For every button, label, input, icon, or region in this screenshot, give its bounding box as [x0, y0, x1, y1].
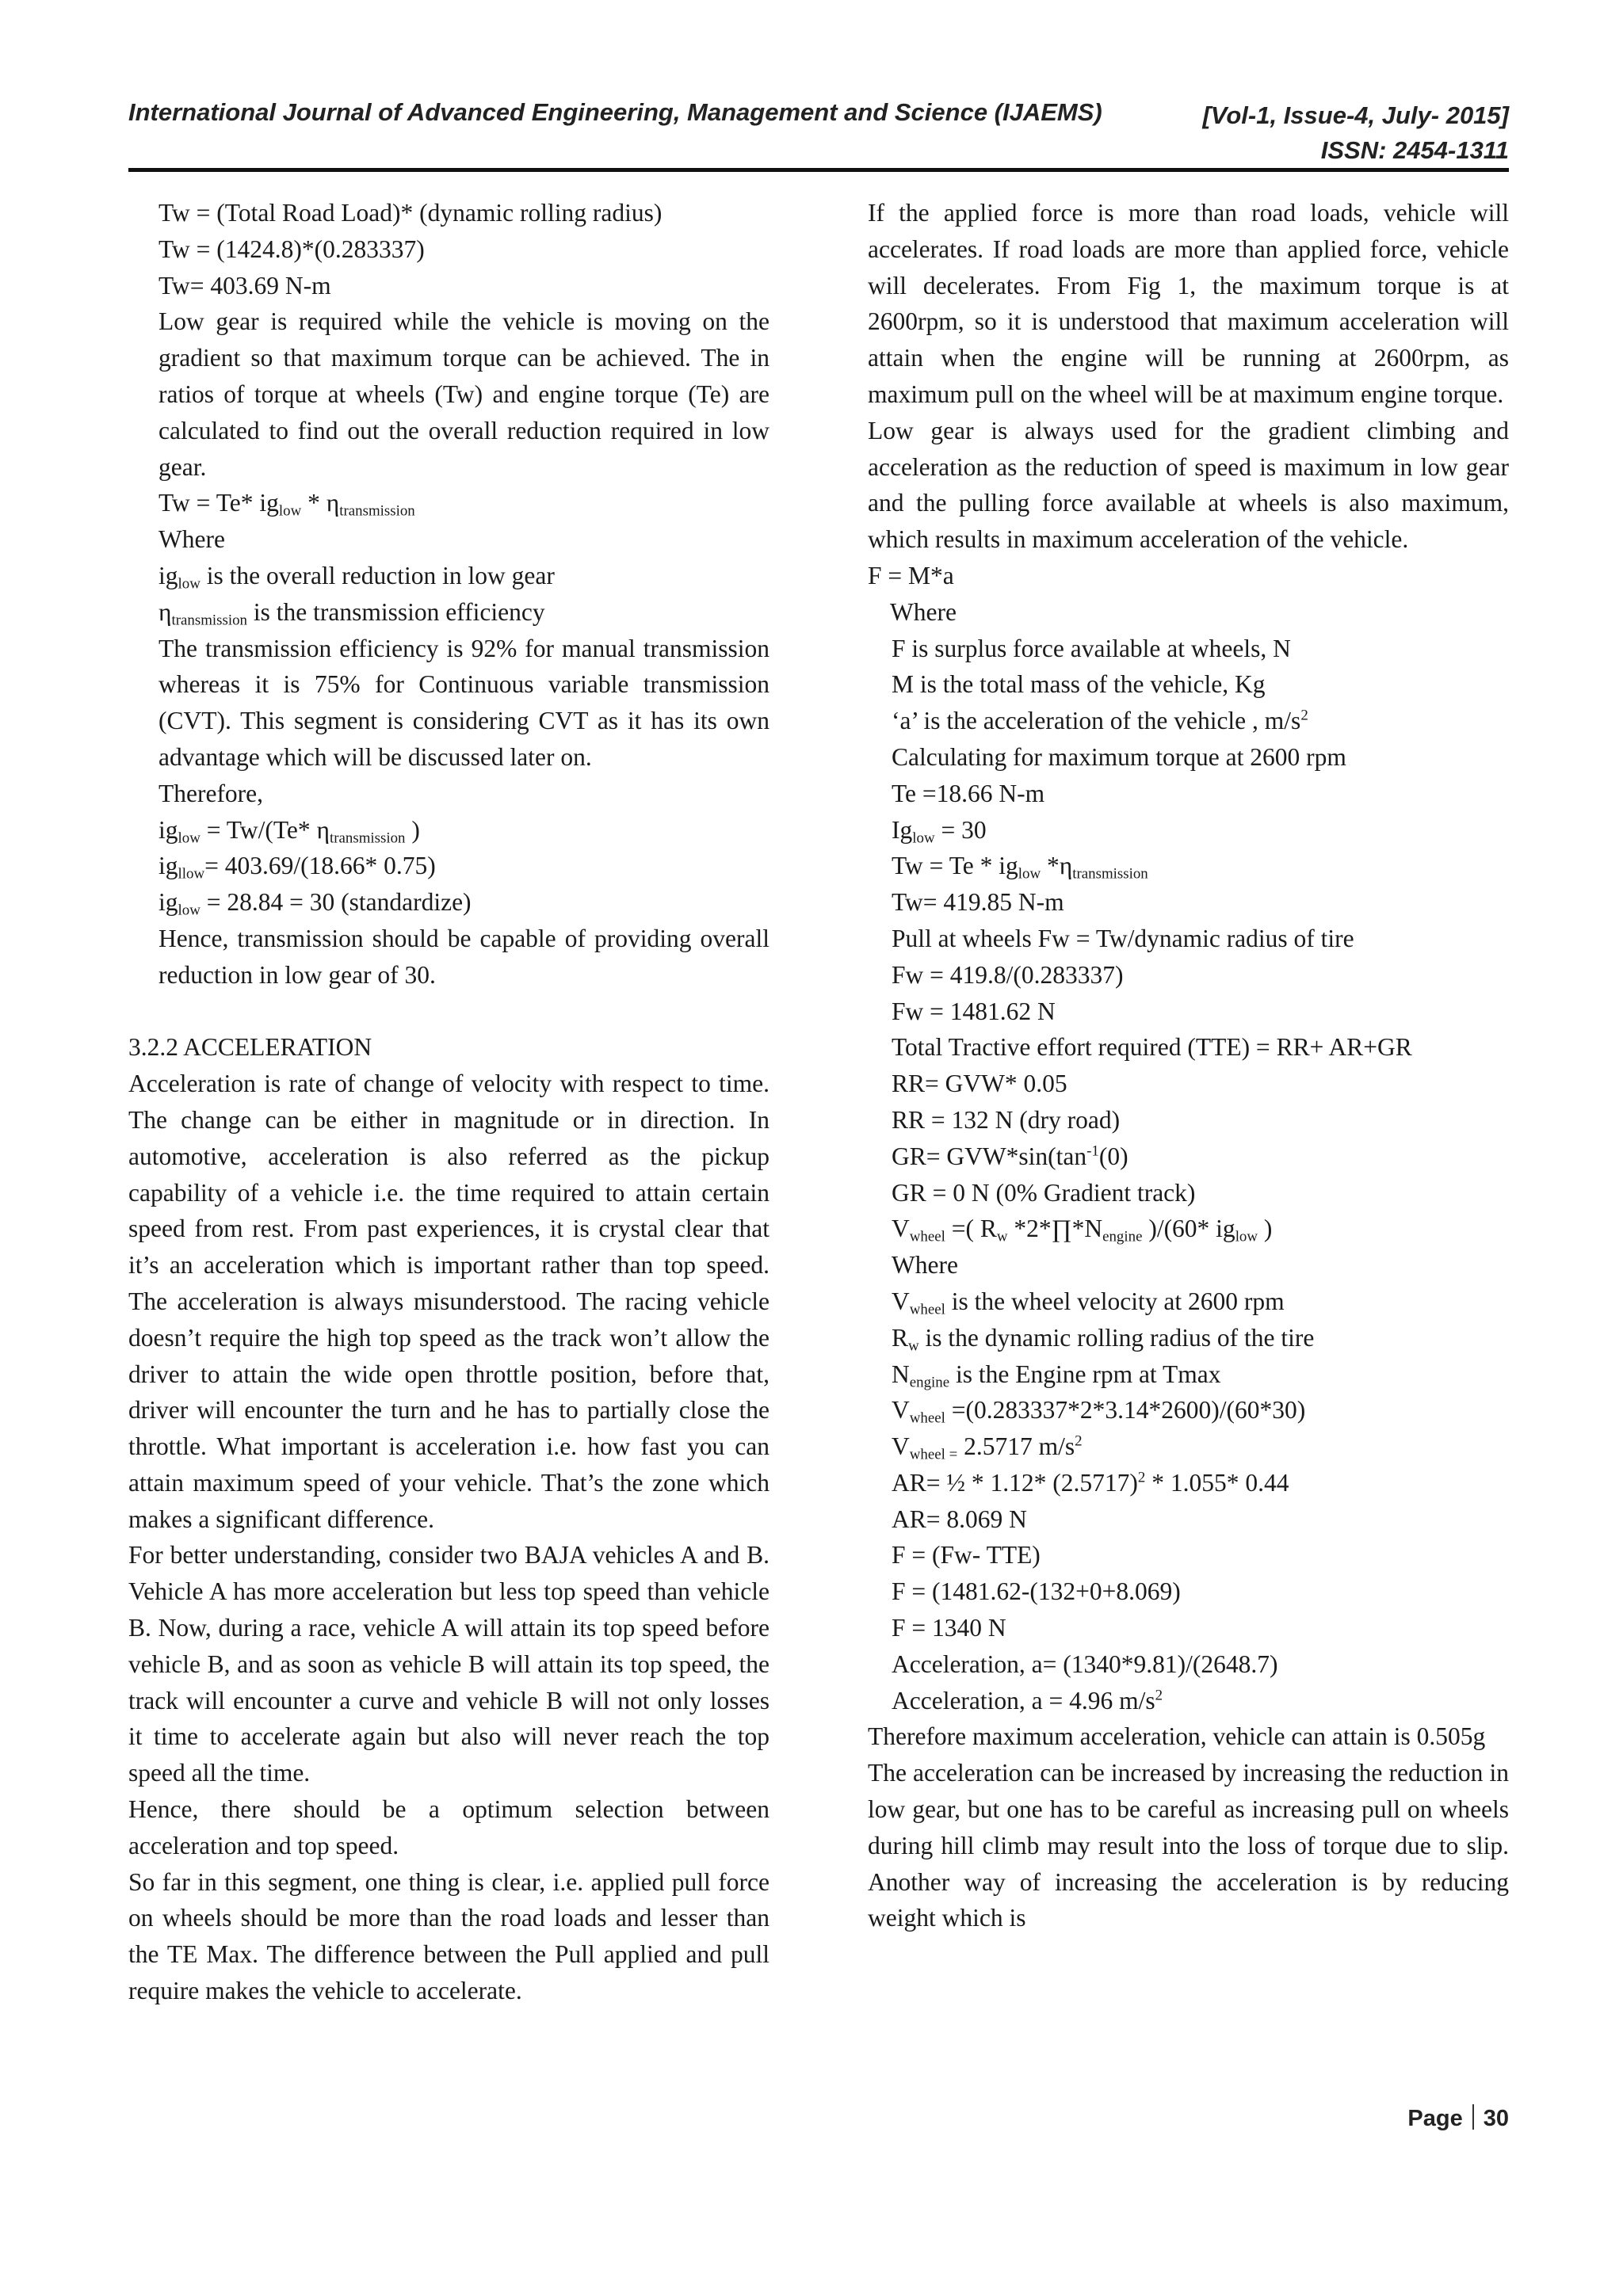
calc-line: RR= GVW* 0.05 [892, 1070, 1067, 1098]
right-column [868, 195, 1509, 1936]
page-footer [1407, 2104, 1509, 2132]
paragraph: If the applied force is more than road loads, vehicle will accelerates. If road loads are more than applied force, vehicle will decelerates. From Fig 1, the maximum torque is at 2600rpm, so it is understood that maximum acceleration will attain when the engine will be running at 2600rpm, as maximum pull on the wheel will be at maximum engine torque. [868, 199, 1509, 408]
calc-line: AR= 8.069 N [892, 1505, 1027, 1533]
calc-line: F = (Fw- TTE) [892, 1541, 1041, 1569]
definition-line: $ig_{low}$ is the overall reduction in low gear [158, 561, 555, 593]
where-label: Where [158, 525, 225, 554]
equation-line: $ig_{low} = Tw/(Te*$ $\eta_{transmission}$ ) [158, 815, 420, 847]
footer-separator [1472, 2104, 1474, 2130]
calc-line: $V_{wheel}$ =( $R_w$ $*2*\prod*N_{engine}$ )/(60* $ig_{low}$ ) [892, 1215, 1273, 1245]
section-heading: 3.2.2 ACCELERATION [128, 1033, 372, 1062]
left-indented-block [128, 195, 769, 994]
calc-line: Pull at wheels Fw = Tw/dynamic radius of tire [892, 924, 1354, 952]
page-label: Page [1407, 2106, 1463, 2131]
volume-info: [Vol-1, Issue-4, July- 2015] [1202, 101, 1509, 129]
calc-line: RR = 132 N (dry road) [892, 1105, 1121, 1134]
journal-title: International Journal of Advanced Engineering, Management and Science (IJAEMS) [128, 98, 1102, 126]
header-rule [128, 168, 1509, 172]
definition-line: F is surplus force available at wheels, N [892, 634, 1291, 662]
equation-line: F = M*a [868, 561, 954, 589]
paragraph: The transmission efficiency is 92% for manual transmission whereas it is 75% for Continuous variable transmission (CVT). This segment is considering CVT as it has its own advantage which will be discussed later on. [158, 634, 769, 771]
paragraph: Low gear is required while the vehicle is moving on the gradient so that maximum torque can be achieved. The in ratios of torque at wheels (Tw) and engine torque (Te) are calculated to find out the overall reduction required in low gear. [158, 307, 769, 481]
definition-line: $R_w$ is the dynamic rolling radius of the tire [892, 1323, 1315, 1355]
calc-line: $Ig_{low} = 30$ [892, 815, 987, 847]
equation-line: $ig_{llow}= 403.69/(18.66*$ 0.75) [158, 852, 436, 883]
definition-line: M is the total mass of the vehicle, Kg [892, 670, 1266, 699]
paragraph: So far in this segment, one thing is clear, i.e. applied pull force on wheels should be more than the road loads and lesser than the TE Max. The difference between the Pull applied and pull require makes the vehicle to accelerate. [128, 1867, 769, 2005]
calc-line: Calculating for maximum torque at 2600 rpm [892, 742, 1346, 771]
paragraph: For better understanding, consider two BAJA vehicles A and B. Vehicle A has more acceleration but less top speed than vehicle B. Now, during a race, vehicle A will attain its top speed before vehicle B, and as soon as vehicle B will attain its top speed, the track will encounter a curve and vehicle B will not only losses it time to accelerate again but also will never reach the top speed all the time. [128, 1541, 769, 1787]
calc-line: $Tw = Te * ig_{low}$ $*\eta_{transmission}$ [892, 852, 1148, 883]
equation-line: Tw = (1424.8)*(0.283337) [158, 235, 425, 263]
paragraph: Hence, there should be a optimum selection between acceleration and top speed. [128, 1795, 769, 1859]
calc-line: F = (1481.62-(132+0+8.069) [892, 1577, 1181, 1606]
definition-line: $V_{wheel}$ is the wheel velocity at 2600 rpm [892, 1287, 1285, 1318]
calc-line: Fw = 1481.62 N [892, 997, 1056, 1025]
where-label: Where [890, 597, 957, 626]
calc-line: Te =18.66 N-m [892, 779, 1045, 807]
equation-line: Tw= 403.69 N-m [158, 271, 331, 299]
equation-line: Tw = (Total Road Load)* (dynamic rolling radius) [158, 199, 663, 227]
issn: ISSN: 2454-1311 [1320, 136, 1509, 164]
definition-line: $N_{engine}$ is the Engine rpm at Tmax [892, 1360, 1221, 1391]
calc-line: Tw= 419.85 N-m [892, 888, 1064, 917]
calc-line: F = 1340 N [892, 1614, 1006, 1642]
equation-line: $ig_{low} = 28.84 = 30$ (standardize) [158, 888, 472, 919]
calc-line: Total Tractive effort required (TTE) = RR+ AR+GR [892, 1033, 1412, 1062]
calc-line: $V_{wheel =}$ 2.5717 $m/s^2$ [892, 1432, 1083, 1463]
calc-line: $V_{wheel} =(0.283337*2*3.14*2600)/(60*30)$ [892, 1396, 1306, 1427]
calc-line: Acceleration, a = 4.96 $m/s^2$ [892, 1686, 1163, 1714]
paragraph: Therefore maximum acceleration, vehicle can attain is 0.505g [868, 1722, 1486, 1751]
left-column [128, 195, 769, 2009]
right-indented-block [868, 631, 1509, 1719]
calc-line: $GR= GVW*\sin(\tan^{-1}(0)$ [892, 1142, 1128, 1170]
calc-line: AR= ½ * 1.12* $(2.5717)^2 * 1.055*$ 0.44 [892, 1468, 1289, 1497]
calc-line: Acceleration, a= (1340*9.81)/(2648.7) [892, 1650, 1278, 1678]
definition-line: $\eta_{transmission}$ is the transmission efficiency [158, 597, 545, 629]
therefore-label: Therefore, [158, 779, 264, 807]
calc-line: Fw = 419.8/(0.283337) [892, 960, 1124, 989]
paragraph: Acceleration is rate of change of velocity with respect to time. The change can be either in magnitude or in direction. In automotive, acceleration is also referred as the pickup capability of a vehicle i.e. the time required to attain certain speed from rest. From past experiences, it is crystal clear that it’s an acceleration which is important rather than top speed. The acceleration is always misunderstood. The racing vehicle doesn’t require the high top speed as the track won’t allow the driver to attain the wide open throttle position, before that, driver will encounter the turn and he has to partially close the throttle. What important is acceleration i.e. how fast you can attain maximum speed of your vehicle. That’s the zone which makes a significant difference. [128, 1070, 769, 1533]
where-label: Where [892, 1251, 958, 1280]
paragraph: Low gear is always used for the gradient climbing and acceleration as the reduction of speed is maximum in low gear and the pulling force available at wheels is also maximum, which results in maximum acceleration of the vehicle. [868, 416, 1509, 554]
equation-line: Tw = Te* $ig_{low} * \eta_{transmission}$ [158, 489, 415, 521]
definition-line: ‘a’ is the acceleration of the vehicle , $m/s^2$ [892, 707, 1308, 735]
calc-line: GR = 0 N (0% Gradient track) [892, 1178, 1196, 1207]
volume-issn [1202, 98, 1509, 168]
page-number: 30 [1483, 2106, 1509, 2131]
paragraph: Hence, transmission should be capable of providing overall reduction in low gear of 30. [158, 924, 769, 989]
paragraph: The acceleration can be increased by increasing the reduction in low gear, but one has to be careful as increasing pull on wheels during hill climb may result into the loss of torque due to slip. Another way of increasing the acceleration is by reducing weight which is [868, 1759, 1509, 1932]
